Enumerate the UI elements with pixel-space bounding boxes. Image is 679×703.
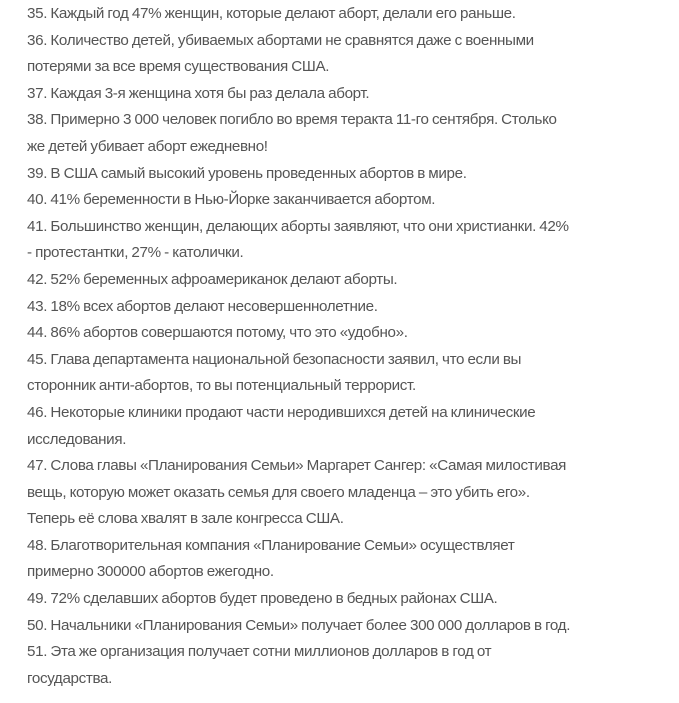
list-item-50 — [27, 613, 667, 640]
list-item-41 — [27, 214, 667, 267]
item-line: 47. Слова главы «Планирования Семьи» Маргарет Сангер: «Самая милостивая — [27, 457, 567, 475]
item-line: 42. 52% беременных афроамериканок делают аборты. — [27, 270, 398, 288]
list-item-43 — [27, 294, 667, 321]
item-line: вещь, которую может оказать семья для своего младенца – это убить его». — [27, 483, 530, 501]
item-line: 38. Примерно 3 000 человек погибло во время теракта 11-го сентября. Столько — [27, 111, 557, 129]
item-line: 48. Благотворительная компания «Планирование Семьи» осуществляет — [27, 536, 515, 554]
list-item-38 — [27, 107, 667, 160]
item-line: 35. Каждый год 47% женщин, которые делают аборт, делали его раньше. — [27, 5, 516, 22]
list-item-37 — [27, 81, 667, 108]
list-item-35 — [27, 1, 667, 28]
item-line: 44. 86% абортов совершаются потому, что это «удобно». — [27, 324, 408, 342]
item-line: - протестантки, 27% - католички. — [27, 244, 244, 262]
item-line: же детей убивает аборт ежедневно! — [27, 137, 268, 155]
item-line: 36. Количество детей, убиваемых абортами не сравнятся даже с военными — [27, 31, 534, 49]
item-line: исследования. — [27, 430, 127, 448]
item-line: 40. 41% беременности в Нью-Йорке заканчивается абортом. — [27, 191, 436, 209]
item-line: 51. Эта же организация получает сотни миллионов долларов в год от — [27, 643, 492, 661]
item-line: 39. В США самый высокий уровень проведенных абортов в мире. — [27, 164, 467, 182]
item-line: 41. Большинство женщин, делающих аборты заявляют, что они христианки. 42% — [27, 217, 569, 235]
item-line: сторонник анти-абортов, то вы потенциальный террорист. — [27, 377, 416, 395]
item-line: 45. Глава департамента национальной безопасности заявил, что если вы — [27, 350, 522, 368]
list-item-49 — [27, 586, 667, 613]
item-line: примерно 300000 абортов ежегодно. — [27, 563, 274, 581]
item-line: 50. Начальники «Планирования Семьи» получает более 300 000 долларов в год. — [27, 616, 571, 634]
list-item-42 — [27, 267, 667, 294]
item-line: потерями за все время существования США. — [27, 58, 330, 76]
list-item-48 — [27, 533, 667, 586]
list-item-39 — [27, 161, 667, 188]
list-item-47 — [27, 453, 667, 533]
item-line: 37. Каждая 3-я женщина хотя бы раз делала аборт. — [27, 84, 370, 102]
list-item-44 — [27, 320, 667, 347]
list-item-46 — [27, 400, 667, 453]
list-item-51 — [27, 639, 667, 692]
item-line: Теперь её слова хвалят в зале конгресса США. — [27, 510, 344, 528]
list-item-40 — [27, 187, 667, 214]
item-line: 49. 72% сделавших абортов будет проведено в бедных районах США. — [27, 590, 498, 608]
item-line: государства. — [27, 669, 113, 687]
item-line: 43. 18% всех абортов делают несовершеннолетние. — [27, 297, 378, 315]
item-line: 46. Некоторые клиники продают части неродившихся детей на клинические — [27, 403, 536, 421]
article-body — [27, 1, 667, 692]
list-item-45 — [27, 347, 667, 400]
list-item-36 — [27, 28, 667, 81]
